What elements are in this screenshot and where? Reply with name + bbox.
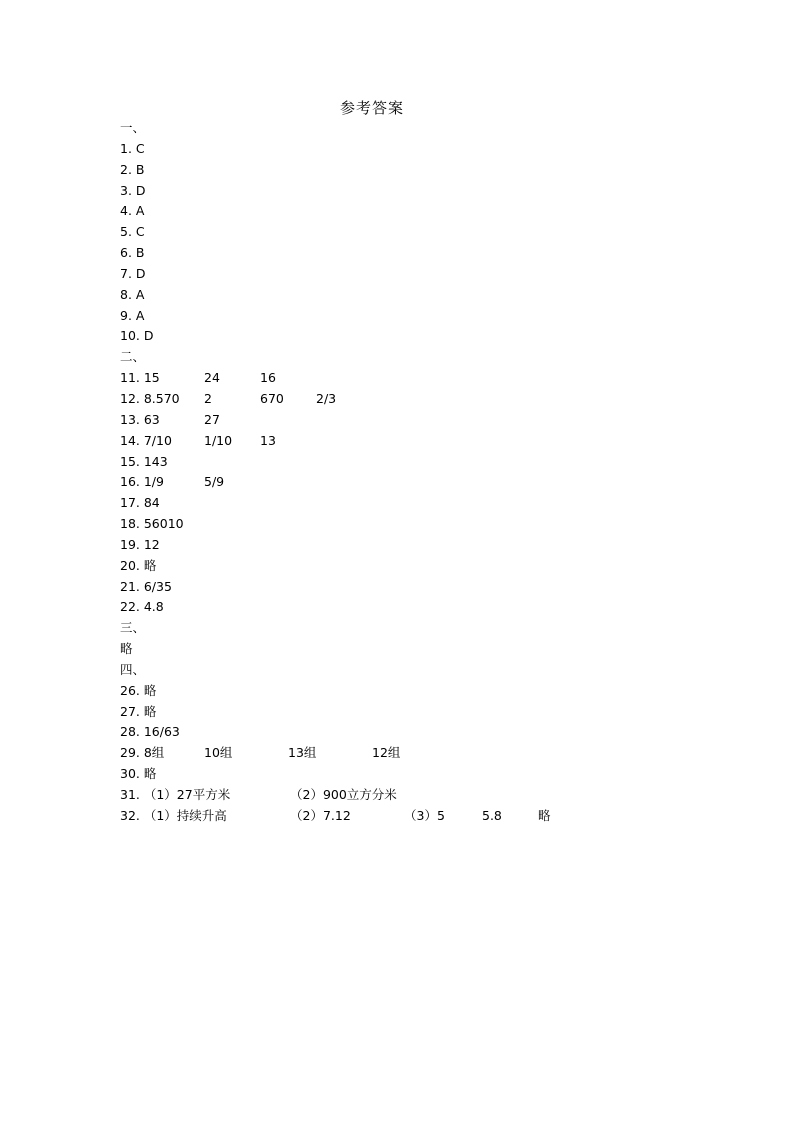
answer-21: 21. 6/35 xyxy=(120,578,172,594)
answer-8: 8. A xyxy=(120,286,145,302)
answer-19: 19. 12 xyxy=(120,536,160,552)
answer-1: 1. C xyxy=(120,140,145,156)
answer-30: 30. 略 xyxy=(120,766,157,782)
answers-body xyxy=(120,118,740,827)
section-heading-4: 四、 xyxy=(120,661,146,677)
answer-28: 28. 16/63 xyxy=(120,724,180,740)
answer-22: 22. 4.8 xyxy=(120,599,164,615)
answer-32: 32. （1）持续升高 （2）7.12 （3）5 5.8 略 xyxy=(120,807,551,823)
section-heading-1: 一、 xyxy=(120,120,146,135)
answer-5: 5. C xyxy=(120,224,145,240)
answer-4: 4. A xyxy=(120,203,145,219)
answer-9: 9. A xyxy=(120,307,145,323)
page-title: 参考答案 xyxy=(339,99,404,117)
section-heading-3: 三、 xyxy=(120,620,146,636)
answer-15: 15. 143 xyxy=(120,453,168,469)
answer-20: 20. 略 xyxy=(120,557,157,573)
answer-2: 2. B xyxy=(120,161,145,177)
answer-26: 26. 略 xyxy=(120,682,157,698)
answer-12: 12. 8.570 2 670 2/3 xyxy=(120,390,337,406)
answer-18: 18. 56010 xyxy=(120,516,184,532)
answer-11: 11. 15 24 16 xyxy=(120,370,276,386)
answer-27: 27. 略 xyxy=(120,703,157,719)
answer-3: 3. D xyxy=(120,182,146,198)
answer-7: 7. D xyxy=(120,265,146,281)
answer-10: 10. D xyxy=(120,328,154,344)
section-heading-2: 二、 xyxy=(120,349,146,365)
answer-29: 29. 8组 10组 13组 12组 xyxy=(120,745,401,761)
answer-14: 14. 7/10 1/10 13 xyxy=(120,432,276,448)
answer-31: 31. （1）27平方米 （2）900立方分米 xyxy=(120,787,397,802)
section-3-answer: 略 xyxy=(120,641,133,657)
answer-17: 17. 84 xyxy=(120,495,160,511)
answer-6: 6. B xyxy=(120,245,145,261)
answer-16: 16. 1/9 5/9 xyxy=(120,474,225,490)
answer-13: 13. 63 27 xyxy=(120,411,220,427)
